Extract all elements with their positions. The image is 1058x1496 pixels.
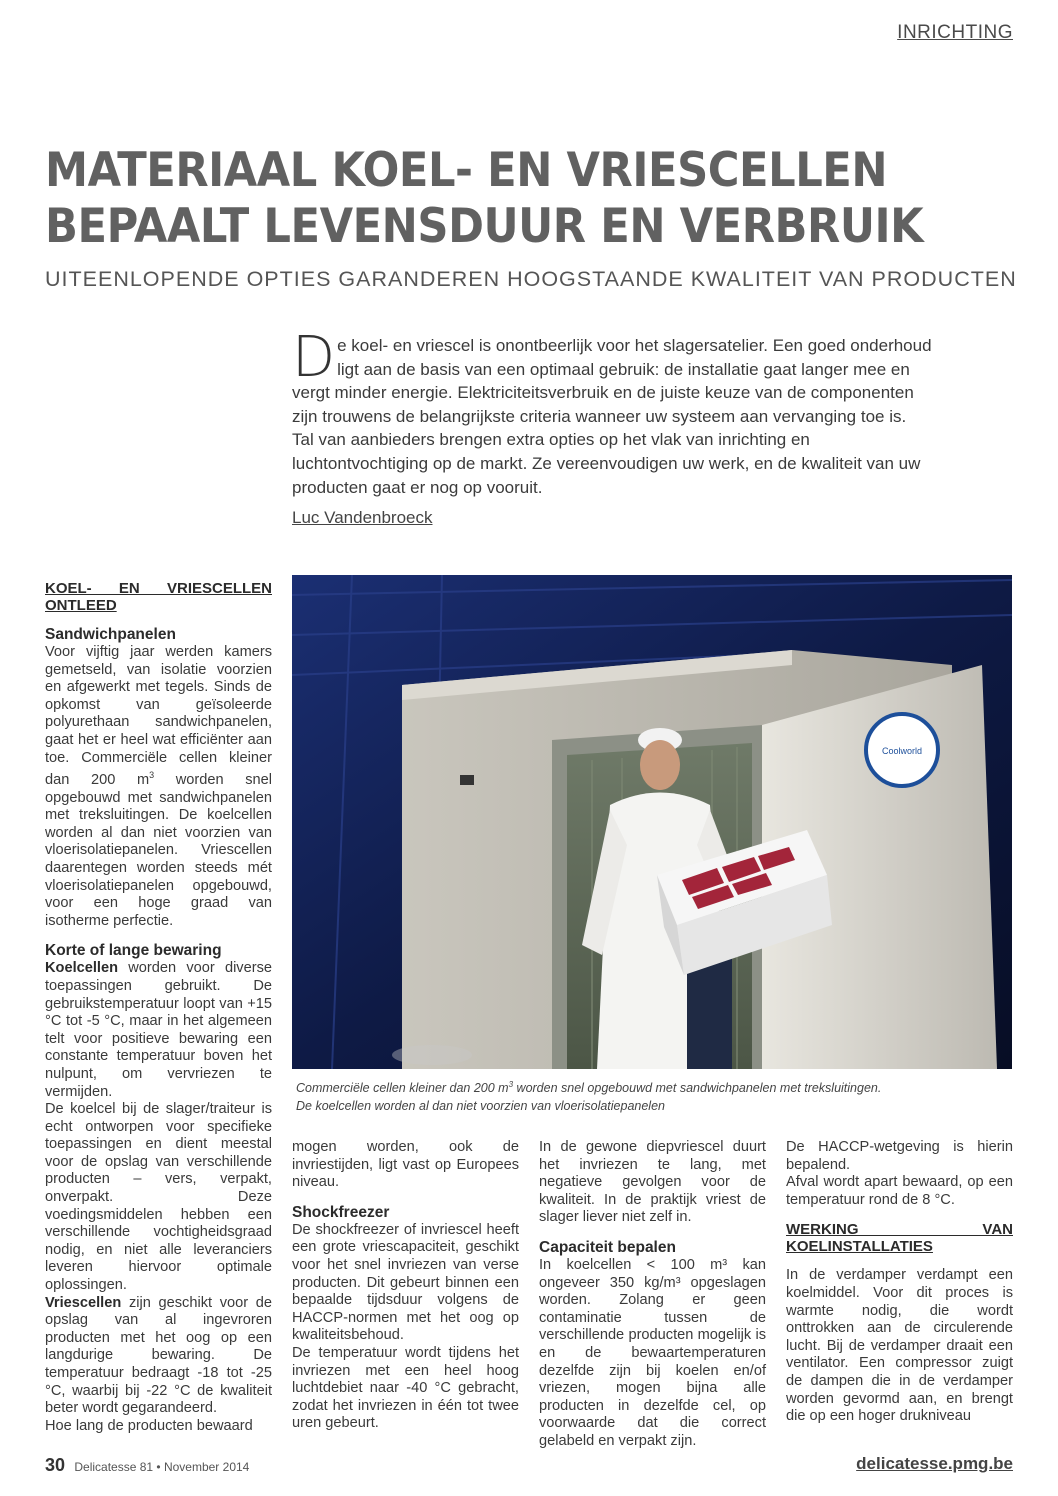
section-tag: INRICHTING [897,22,1013,43]
photo-caption [296,1076,1012,1115]
author-byline: Luc Vandenbroeck [292,508,433,527]
paragraph-sandwichpanelen: Voor vijftig jaar werden kamers gemetseld, van isolatie voorzien en afgewerkt met tegels. Sinds de opkomst van geïsoleerde polyurethaan sandwichpanelen, gaat het er heel wat efficiënter aan toe. Commerciële cellen kleiner dan 200 $m^3$ worden snel opgebouwd met sandwichpanelen met treksluitingen. De koelcellen worden al dan niet voorzien van vloerisolatiepanelen. Vriescellen daarentegen worden steeds mét vloerisolatiepanelen opgebouwd, voor een hoge graad van isotherme perfectie. [45,644,273,929]
section-heading-werking: WERKING VAN KOELINSTALLATIES [786,1221,1013,1256]
paragraph-afval: Afval wordt apart bewaard, op een temperatuur rond de 8 °C. [786,1174,1013,1208]
paragraph-koelcellen: Koelcellen worden voor diverse toepassingen gebruikt. De gebruikstemperatuur loopt van +15 °C tot -5 °C, maar in het algemeen telt voor positieve bewaring een constante temperatuur boven het nulpunt, om vervriezen te vermijden. [45,960,272,1100]
caption-line-1: Commerciële cellen kleiner dan 200 $m^3$ worden snel opgebouwd met sandwichpanelen met treksluitingen. [296,1080,882,1096]
issue-info: Delicatesse 81 • November 2014 [74,1460,250,1474]
page-number: 30 [45,1455,66,1475]
headline-line-2: BEPAALT LEVENSDUUR EN VERBRUIK [45,199,924,254]
intro-text: e koel- en vriescel is onontbeerlijk voor het slagersatelier. Een goed onderhoud ligt aan de basis van een optimaal gebruik: de installatie gaat langer mee en vergt minder energie. Elektriciteitsverbruik en de juiste keuze van de componenten zijn trouwens de belangrijkste criteria wanneer uw systeem aan vervanging toe is. Tal van aanbieders brengen extra opties op het vlak van inrichting en luchtontvochtiging op de markt. Ze vereenvoudigen uw werk, en de kwaliteit van uw producten gaat er nog op vooruit. [292,336,932,497]
heading-capaciteit: Capaciteit bepalen [539,1238,676,1256]
paragraph-continued: mogen worden, ook de invriestijden, ligt vast op Europees niveau. [292,1139,519,1191]
paragraph-diepvriescel: In de gewone diepvriescel duurt het invriezen te lang, met negatieve gevolgen voor de kwaliteit. In de praktijk vriest de slager liever niet zelf in. [539,1139,766,1226]
headline [45,143,947,255]
heading-shockfreezer: Shockfreezer [292,1203,390,1221]
door-badge-text: Coolworld [881,746,923,756]
column-4 [786,1139,1013,1426]
caption-line-2: De koelcellen worden al dan niet voorzien van vloerisolatiepanelen [296,1098,665,1113]
intro-paragraph [292,325,932,499]
footer-site-link[interactable]: delicatesse.pmg.be [856,1454,1013,1473]
drop-cap: D [292,325,336,390]
paragraph-shockfreezer-1: De shockfreezer of invriescel heeft een grote vriescapaciteit, geschikt voor het snel invriezen van verse producten. Dit gebeurt binnen een bepaalde tijdsduur volgens de HACCP-normen met het oog op kwaliteitsbehoud. [292,1221,519,1344]
heading-sandwichpanelen: Sandwichpanelen [45,626,176,643]
subtitle: UITEENLOPENDE OPTIES GARANDEREN HOOGSTAANDE KWALITEIT VAN PRODUCTEN [45,267,1017,291]
section-heading-ontleed: KOEL- EN VRIESCELLEN ONTLEED [45,580,272,614]
column-2 [292,1139,519,1433]
paragraph-werking: In de verdamper verdampt een koelmiddel. Voor dit proces is warmte nodig, die wordt onttrokken aan de circulerende lucht. Bij de verdamper draait een ventilator. Een compressor zuigt de dampen die in de verdamper worden gevormd aan, en brengt die op een hoger drukniveau [786,1267,1013,1425]
paragraph-shockfreezer-2: De temperatuur wordt tijdens het invriezen met een heel hoog luchtdebiet naar -40 °C gebracht, zodat het invriezen in één tot twee uren gebeurt. [292,1344,519,1432]
paragraph-capaciteit: In koelcellen < 100 m³ kan ongeveer 350 kg/m³ opgeslagen worden. Zolang er geen contaminatie tussen de verschillende producten mogelijk is en de bewaartemperaturen dezelfde zijn bij koelen en/of vriezen, mogen bijna alle producten in dezelfde cel, op voorwaarde dat die correct gelabeld en verpakt zijn. [539,1256,766,1449]
paragraph-haccp: De HACCP-wetgeving is hierin bepalend. [786,1139,1013,1173]
paragraph-vriescellen: Vriescellen zijn geschikt voor de opslag van al ingevroren producten met het oog op een langdurige bewaring. De temperatuur bedraagt -18 tot -25 °C, waarbij bij -22 °C de kwaliteit beter wordt gegarandeerd. [45,1294,272,1417]
headline-line-1: MATERIAAL KOEL- EN VRIESCELLEN [45,143,888,198]
column-3 [539,1139,766,1451]
paragraph-slager: De koelcel bij de slager/traiteur is echt ontworpen voor specifieke toepassingen en dient meestal voor de opslag van verschillende producten – vers, verpakt, onverpakt. Deze voedingsmiddelen hebben een verschillende vochtigheidsgraad nodig, en niet alle leveranciers leveren hiervoor optimale oplossingen. [45,1101,272,1294]
photo-coldroom-illustration [292,575,1012,1069]
heading-bewaring: Korte of lange bewaring [45,942,222,960]
paragraph-hoe-lang: Hoe lang de producten bewaard [45,1417,253,1434]
footer-issue [45,1455,249,1476]
column-1 [45,580,272,1435]
article-photo [292,575,1012,1069]
